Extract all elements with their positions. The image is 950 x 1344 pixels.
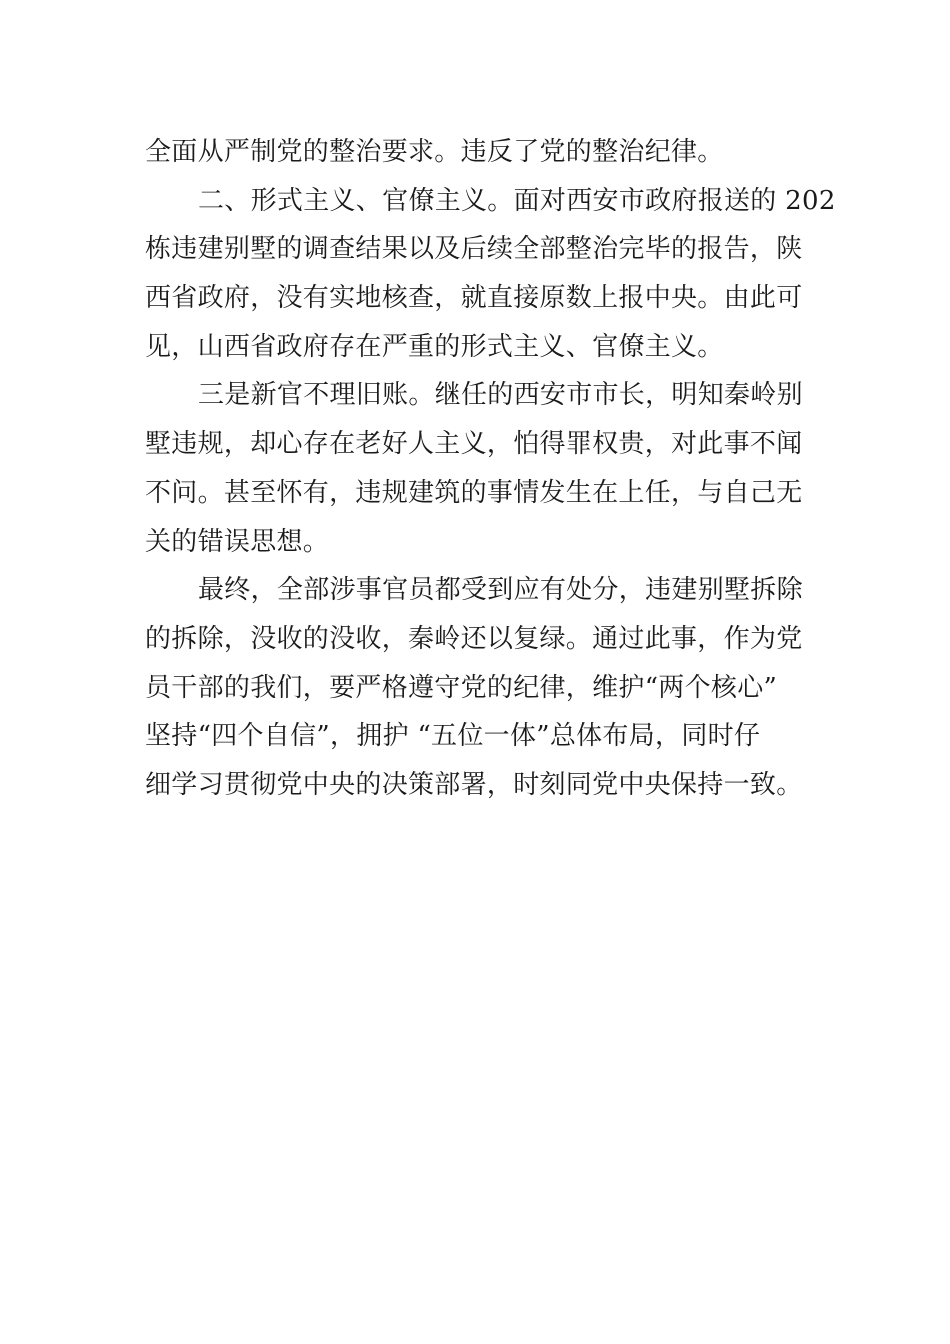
text-line: 三是新官不理旧账。继任的西安市市长，明知秦岭别 [198, 380, 803, 411]
text-line: 员干部的我们，要严格遵守党的纪律，维护“两个核心” [145, 672, 778, 703]
text-line: 西省政府，没有实地核查，就直接原数上报中央。由此可 [145, 283, 803, 314]
text-line: 栋违建别墅的调查结果以及后续全部整治完毕的报告，陕 [145, 234, 803, 265]
text-line: 关的错误思想。 [145, 526, 330, 557]
text-line: 坚持“四个自信”，拥护 “五位一体”总体布局，同时仔 [145, 721, 761, 752]
text-line: 墅违规，却心存在老好人主义，怕得罪权贵，对此事不闻 [145, 429, 803, 460]
text-line: 二、形式主义、官僚主义。面对西安市政府报送的 202 [198, 185, 836, 216]
text-line: 的拆除，没收的没收，秦岭还以复绿。通过此事，作为党 [145, 623, 803, 654]
text-line: 细学习贯彻党中央的决策部署，时刻同党中央保持一致。 [145, 769, 803, 800]
text-line: 不问。甚至怀有，违规建筑的事情发生在上任，与自己无 [145, 477, 803, 508]
text-line: 见，山西省政府存在严重的形式主义、官僚主义。 [145, 331, 724, 362]
text-line: 全面从严制党的整治要求。违反了党的整治纪律。 [145, 137, 724, 167]
text-line: 最终，全部涉事官员都受到应有处分，违建别墅拆除 [198, 575, 803, 606]
document-body [145, 128, 836, 810]
